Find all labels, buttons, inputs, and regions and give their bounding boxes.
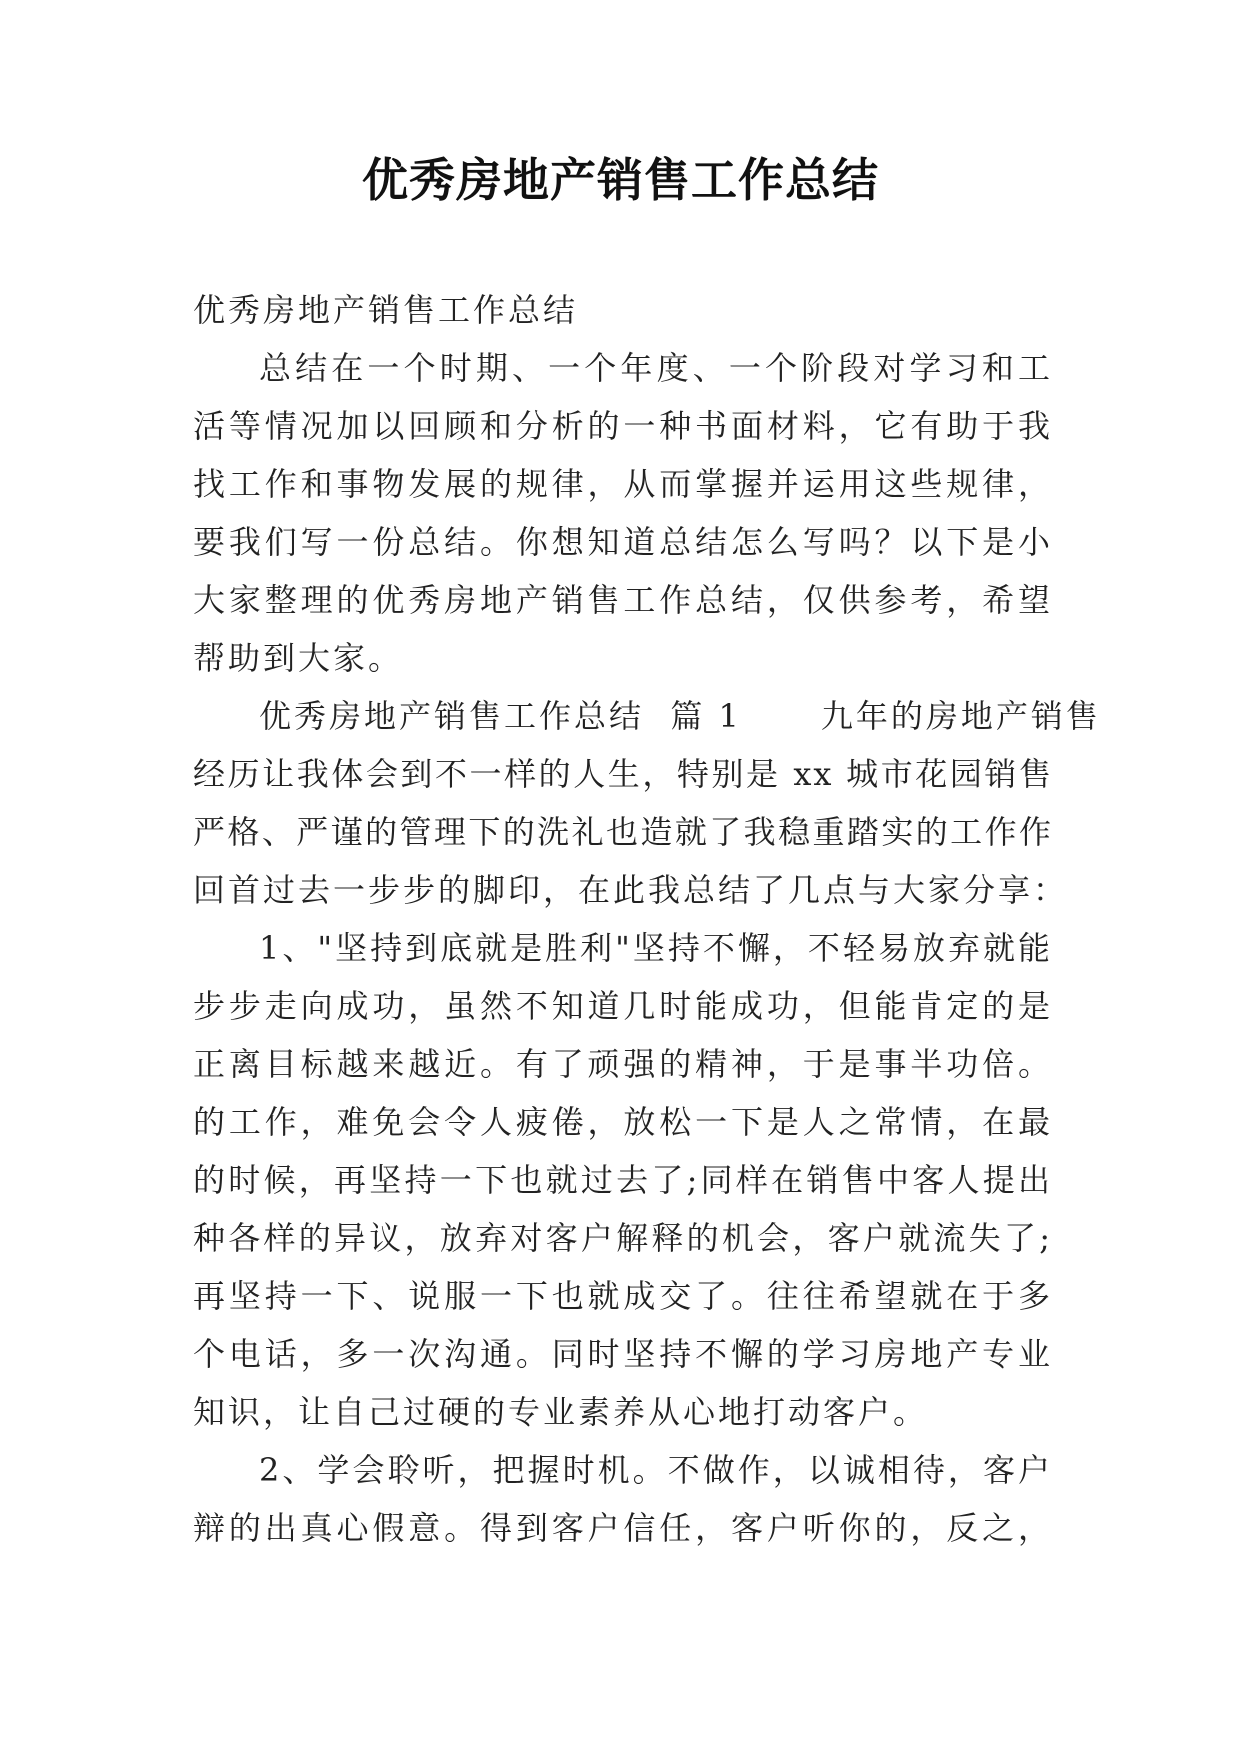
text-line: 1、"坚持到底就是胜利"坚持不懈，不轻易放弃就能 — [259, 929, 1053, 967]
text-line: 经历让我体会到不一样的人生，特别是 xx 城市花园销售 — [193, 755, 1053, 793]
text-line: 再坚持一下、说服一下也就成交了。往往希望就在于多 — [193, 1277, 1053, 1315]
text-line: 帮助到大家。 — [193, 639, 404, 677]
text-line: 总结在一个时期、一个年度、一个阶段对学习和工 — [259, 349, 1053, 387]
text-line-subtitle: 优秀房地产销售工作总结 — [193, 291, 579, 329]
text-line: 的工作，难免会令人疲倦，放松一下是人之常情，在最 — [193, 1103, 1053, 1141]
text-line: 找工作和事物发展的规律，从而掌握并运用这些规律， — [193, 465, 1053, 503]
text-line: 回首过去一步步的脚印，在此我总结了几点与大家分享： — [193, 871, 1069, 909]
text-line: 知识，让自己过硬的专业素养从心地打动客户。 — [193, 1393, 929, 1431]
text-line: 辩的出真心假意。得到客户信任，客户听你的，反之， — [193, 1509, 1053, 1547]
text-line: 的时候，再坚持一下也就过去了;同样在销售中客人提出 — [193, 1161, 1053, 1199]
text-line-section-heading: 优秀房地产销售工作总结 篇 1 九年的房地产销售 — [259, 697, 1101, 735]
text-line: 步步走向成功，虽然不知道几时能成功，但能肯定的是 — [193, 987, 1053, 1025]
text-line: 个电话，多一次沟通。同时坚持不懈的学习房地产专业 — [193, 1335, 1053, 1373]
document-title: 优秀房地产销售工作总结 — [362, 153, 879, 207]
text-line: 大家整理的优秀房地产销售工作总结，仅供参考，希望 — [193, 581, 1053, 619]
text-line: 严格、严谨的管理下的洗礼也造就了我稳重踏实的工作作 — [193, 813, 1053, 851]
text-line: 种各样的异议，放弃对客户解释的机会，客户就流失了; — [193, 1219, 1053, 1257]
text-line: 要我们写一份总结。你想知道总结怎么写吗？以下是小 — [193, 523, 1053, 561]
text-line: 2、学会聆听，把握时机。不做作，以诚相待，客户 — [259, 1451, 1053, 1489]
document-body — [193, 290, 1101, 1566]
text-line: 正离目标越来越近。有了顽强的精神，于是事半功倍。 — [193, 1045, 1053, 1083]
text-line: 活等情况加以回顾和分析的一种书面材料，它有助于我 — [193, 407, 1053, 445]
